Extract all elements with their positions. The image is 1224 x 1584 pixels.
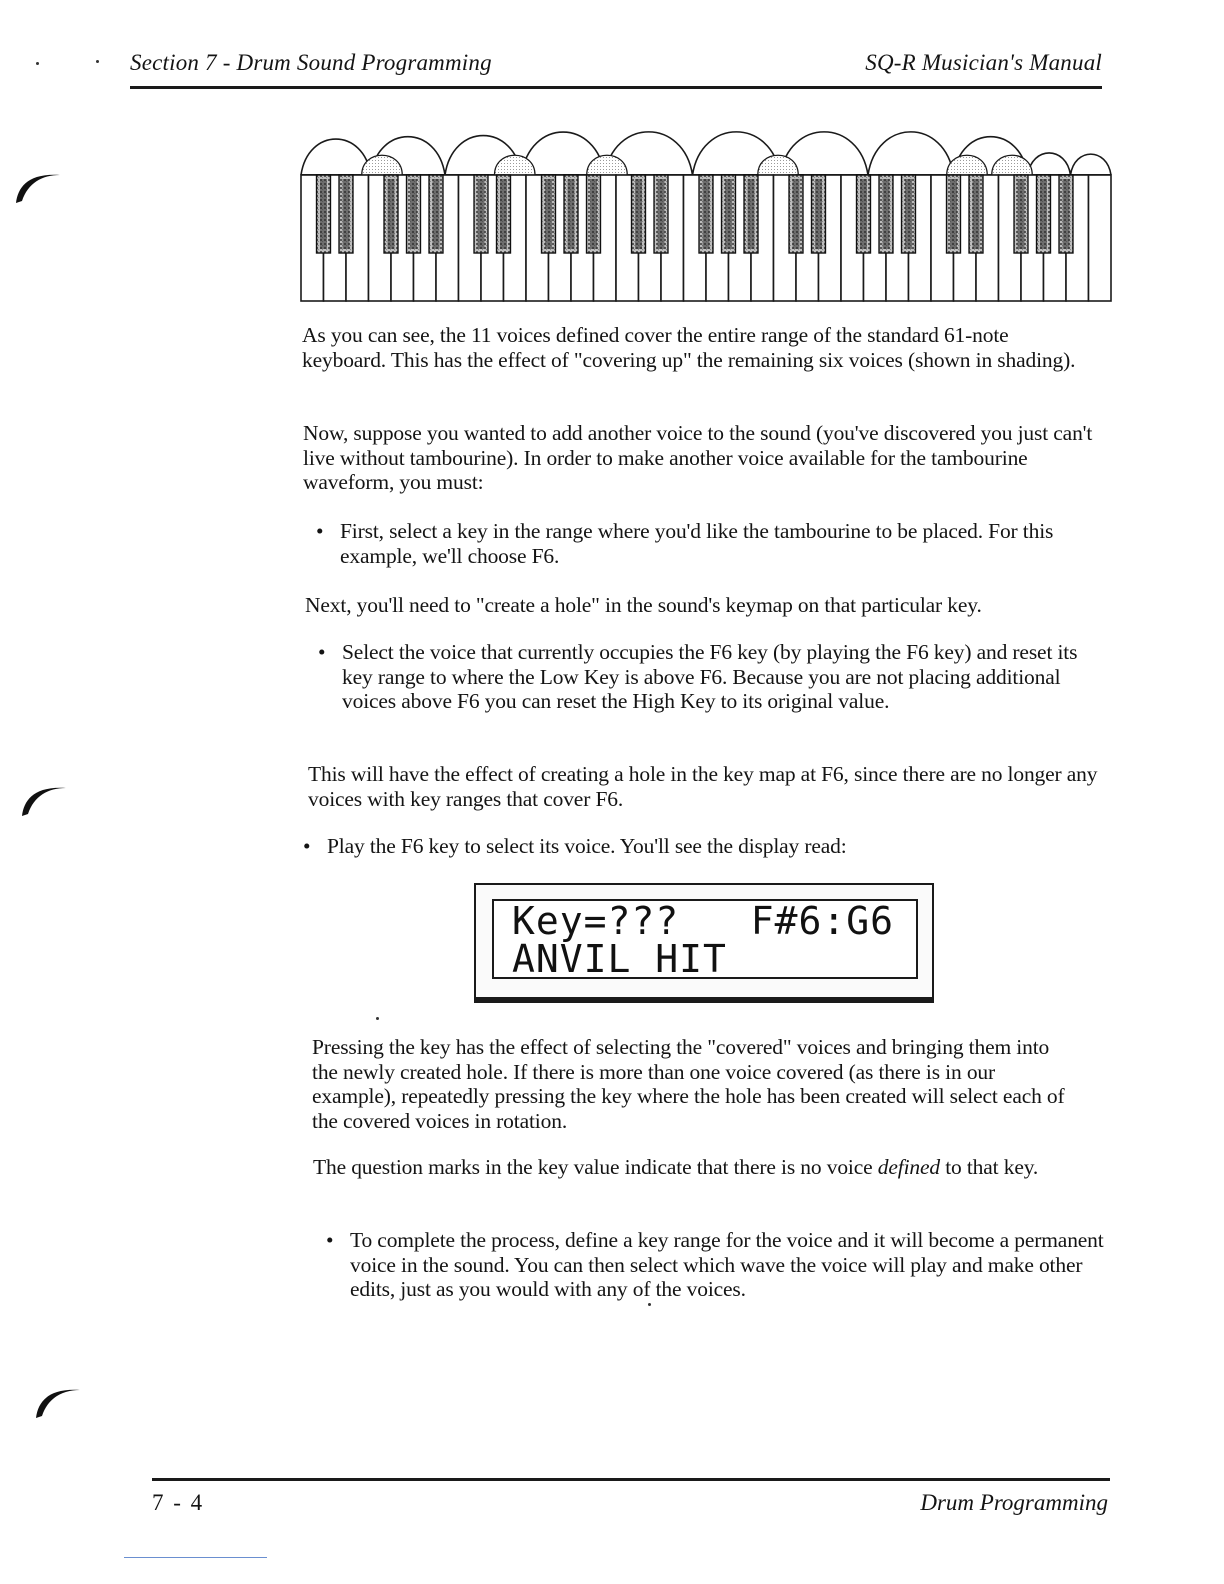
black-key-shade	[410, 179, 417, 249]
black-key-shade	[343, 179, 350, 249]
black-key-shade	[320, 179, 327, 249]
voice-range-arc	[1071, 154, 1112, 175]
black-key-shade	[1040, 179, 1047, 249]
white-key	[1089, 175, 1112, 301]
bullet-text: First, select a key in the range where you'd like the tambourine to be placed. For this example, we'll choose F6.	[340, 519, 1054, 568]
black-key-shade	[883, 179, 890, 249]
binder-mark-icon	[34, 1380, 82, 1420]
black-key-shade	[703, 179, 710, 249]
bullet-dot: •	[326, 1228, 334, 1252]
black-key-shade	[658, 179, 665, 249]
black-key-shade	[950, 179, 957, 249]
shaded-voice-arc	[362, 155, 403, 175]
bullet-dot: •	[316, 519, 324, 543]
bullet-text: Play the F6 key to select its voice. You'll see the display read:	[327, 834, 847, 858]
black-key-shade	[635, 179, 642, 249]
bullet-item	[318, 640, 1108, 714]
black-key-shade	[478, 179, 485, 249]
shaded-voice-arc	[992, 155, 1033, 175]
keyboard-voice-map-figure	[300, 127, 1112, 303]
black-key-shade	[793, 179, 800, 249]
shaded-voice-arc	[758, 155, 799, 175]
section-title: Section 7 - Drum Sound Programming	[130, 50, 492, 75]
page-number: 7 - 4	[152, 1490, 205, 1515]
scan-speck	[96, 60, 99, 63]
bullet-item	[303, 834, 1087, 859]
emphasis: defined	[877, 1155, 940, 1179]
black-key-shade	[388, 179, 395, 249]
footer-rule	[152, 1478, 1110, 1481]
bullet-dot: •	[318, 640, 326, 664]
footer-title: Drum Programming	[920, 1490, 1108, 1515]
lcd-line-1: Key=??? F#6:G6	[512, 899, 895, 943]
black-key-shade	[905, 179, 912, 249]
black-key-shade	[545, 179, 552, 249]
bullet-text: To complete the process, define a key range for the voice and it will become a permanent voice in the sound. You can then select which wave the voice will play and make other edits, just as you would with any of the voices.	[350, 1228, 1104, 1301]
shaded-voice-arc	[495, 155, 536, 175]
bullet-dot: •	[303, 834, 311, 858]
binder-mark-icon	[20, 778, 68, 818]
text-run: The question marks in the key value indicate that there is no voice	[313, 1155, 878, 1179]
scan-speck	[36, 62, 39, 65]
black-key-shade	[433, 179, 440, 249]
bullet-item	[316, 519, 1100, 568]
black-key-shade	[590, 179, 597, 249]
paragraph	[313, 1155, 1103, 1180]
voice-range-arc	[1028, 153, 1071, 175]
voice-range-arc	[301, 139, 371, 175]
keyboard-svg	[300, 127, 1112, 303]
scan-edge-line	[124, 1557, 267, 1558]
black-key-shade	[725, 179, 732, 249]
scan-speck	[648, 1303, 651, 1306]
lcd-display	[474, 883, 934, 1003]
header-rule	[130, 86, 1102, 89]
black-key-shade	[748, 179, 755, 249]
black-key-shade	[1018, 179, 1025, 249]
black-key-shade	[1063, 179, 1070, 249]
paragraph: Now, suppose you wanted to add another voice to the sound (you've discovered you just can't live without tambourine). In order to make another voice available for the tambourine waveform, you must:	[303, 421, 1093, 494]
black-key-shade	[500, 179, 507, 249]
paragraph: Next, you'll need to "create a hole" in the sound's keymap on that particular key.	[305, 593, 982, 617]
voice-range-arc	[868, 132, 954, 175]
scan-speck	[376, 1017, 379, 1020]
black-key-shade	[860, 179, 867, 249]
black-key-shade	[568, 179, 575, 249]
bullet-text: Select the voice that currently occupies the F6 key (by playing the F6 key) and reset its key range to where the Low Key is above F6. Because you are not placing additional voices above F6 you can reset the High Key to its original value.	[342, 640, 1078, 713]
bullet-item	[326, 1228, 1106, 1302]
paragraph: This will have the effect of creating a hole in the key map at F6, since there are no longer any voices with key ranges that cover F6.	[308, 762, 1098, 811]
black-key-shade	[815, 179, 822, 249]
lcd-screen	[492, 899, 918, 979]
paragraph: Pressing the key has the effect of selecting the "covered" voices and bringing them into the newly created hole. If there is more than one voice covered (as there is in our example), repeatedly pressing the key where the hole has been created will select each of the covered voices in rotation.	[312, 1035, 1065, 1133]
black-key-shade	[973, 179, 980, 249]
lcd-line-2: ANVIL HIT	[512, 937, 727, 981]
text-run: to that key.	[939, 1155, 1039, 1179]
manual-title: SQ-R Musician's Manual	[865, 50, 1102, 75]
shaded-voice-arc	[587, 155, 628, 175]
paragraph: As you can see, the 11 voices defined cover the entire range of the standard 61-note keyboard. This has the effect of "covering up" the remaining six voices (shown in shading).	[302, 323, 1076, 372]
shaded-voice-arc	[947, 155, 988, 175]
binder-mark-icon	[14, 165, 62, 205]
